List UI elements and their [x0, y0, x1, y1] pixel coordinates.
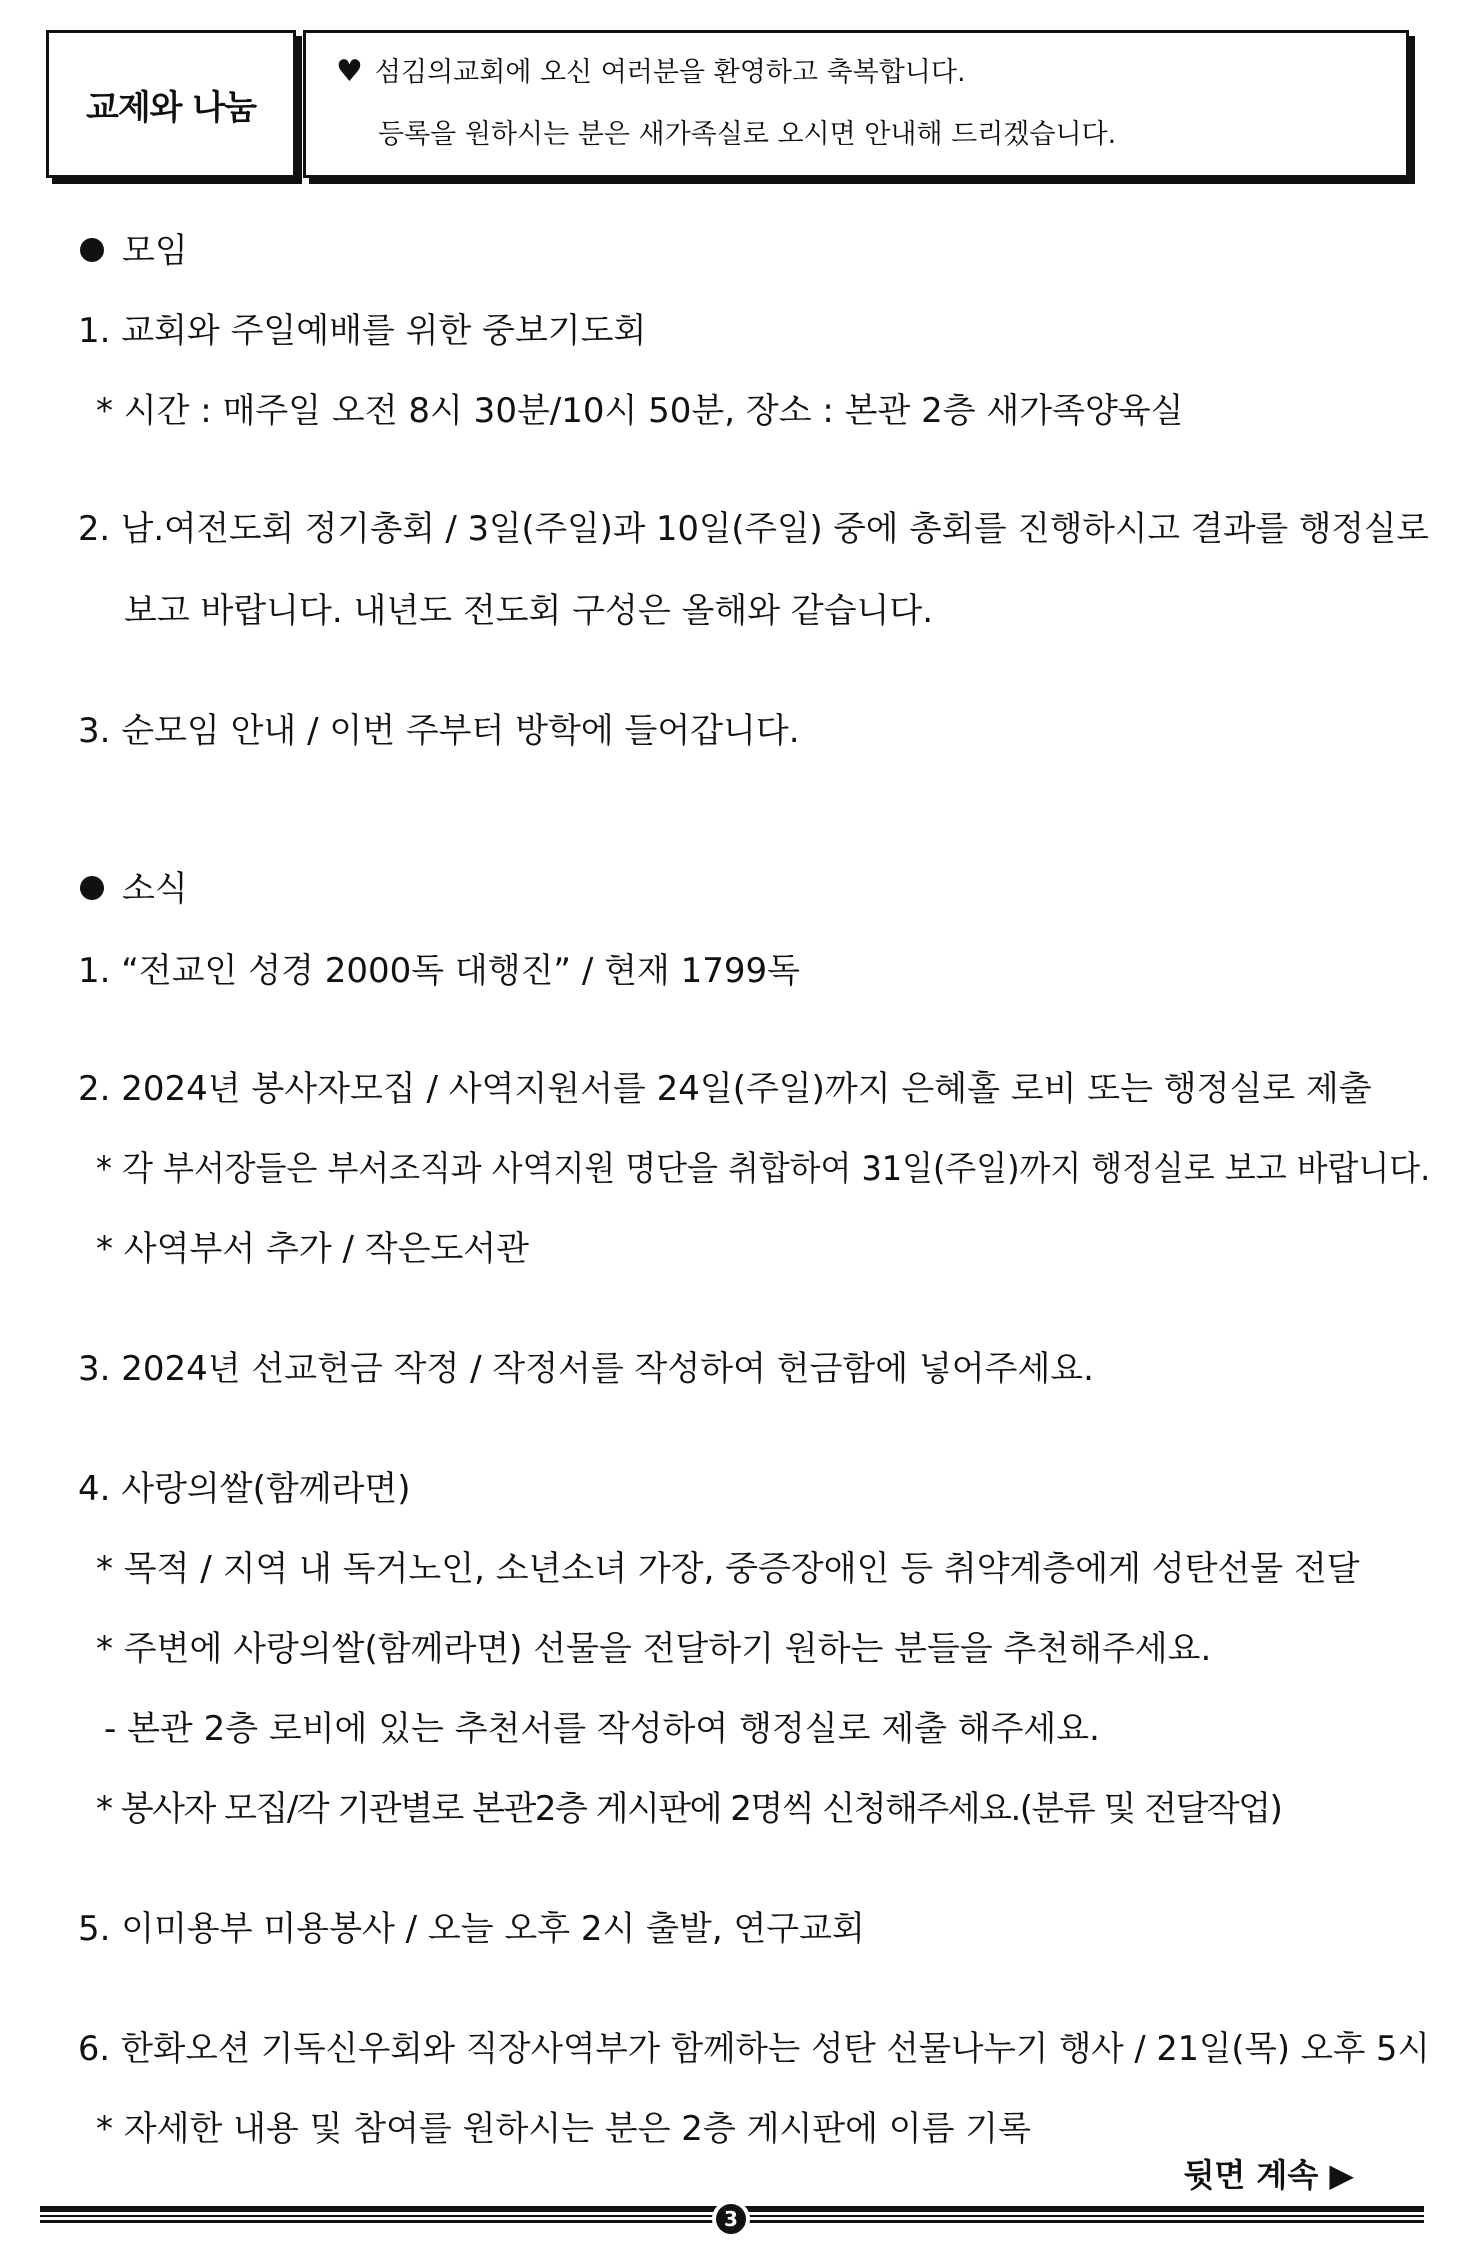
meeting-item-1-detail: * 시간 : 매주일 오전 8시 30분/10시 50분, 장소 : 본관 2층 새가족양육실: [96, 391, 1184, 431]
news-item-4-detail-3: - 본관 2층 로비에 있는 추천서를 작성하여 행정실로 제출 해주세요.: [104, 1709, 1100, 1749]
meeting-item-3: 3. 순모임 안내 / 이번 주부터 방학에 들어갑니다.: [78, 711, 800, 751]
page-number: 3: [712, 2200, 750, 2238]
welcome-notice-box: [303, 30, 1409, 178]
page-title: 교제와 나눔: [85, 87, 257, 128]
meeting-item-1: 1. 교회와 주일예배를 위한 중보기도회: [78, 311, 647, 351]
news-item-4-detail-2: * 주변에 사랑의쌀(함께라면) 선물을 전달하기 원하는 분들을 추천해주세요.: [96, 1629, 1212, 1669]
news-item-1: 1. “전교인 성경 2000독 대행진” / 현재 1799독: [78, 951, 800, 991]
news-item-4-detail-1: * 목적 / 지역 내 독거노인, 소년소녀 가장, 중증장애인 등 취약계층에게 성탄선물 전달: [96, 1549, 1360, 1589]
bullet-icon: [80, 238, 104, 262]
welcome-notice-line-1: ♥ 섬김의교회에 오신 여러분을 환영하고 축복합니다.: [336, 54, 966, 89]
bullet-icon: [80, 876, 104, 900]
news-item-4-detail-4: * 봉사자 모집/각 기관별로 본관2층 게시판에 2명씩 신청해주세요.(분류 및 전달작업): [96, 1789, 1282, 1829]
heart-icon: ♥: [336, 54, 363, 89]
news-item-2-detail-1: * 각 부서장들은 부서조직과 사역지원 명단을 취합하여 31일(주일)까지 행정실로 보고 바랍니다.: [96, 1149, 1431, 1189]
news-item-2-detail-2: * 사역부서 추가 / 작은도서관: [96, 1229, 529, 1269]
news-item-6: 6. 한화오션 기독신우회와 직장사역부가 함께하는 성탄 선물나누기 행사 / 21일(목) 오후 5시: [78, 2029, 1430, 2069]
section-heading-news: 소식: [80, 868, 188, 910]
continue-on-back-label: 뒷면 계속 ▶: [1183, 2156, 1354, 2194]
meeting-item-2-continued: 보고 바랍니다. 내년도 전도회 구성은 올해와 같습니다.: [124, 591, 934, 631]
section-title-box: [46, 30, 296, 178]
news-item-3: 3. 2024년 선교헌금 작정 / 작정서를 작성하여 헌금함에 넣어주세요.: [78, 1349, 1094, 1389]
section-heading-meetings: 모임: [80, 230, 188, 272]
news-item-4: 4. 사랑의쌀(함께라면): [78, 1469, 411, 1509]
news-item-2: 2. 2024년 봉사자모집 / 사역지원서를 24일(주일)까지 은혜홀 로비 또는 행정실로 제출: [78, 1069, 1372, 1109]
news-item-6-detail: * 자세한 내용 및 참여를 원하시는 분은 2층 게시판에 이름 기록: [96, 2109, 1031, 2149]
meeting-item-2: 2. 남.여전도회 정기총회 / 3일(주일)과 10일(주일) 중에 총회를 진행하시고 결과를 행정실로: [78, 509, 1429, 549]
news-item-5: 5. 이미용부 미용봉사 / 오늘 오후 2시 출발, 연구교회: [78, 1909, 865, 1949]
welcome-notice-line-2: 등록을 원하시는 분은 새가족실로 오시면 안내해 드리겠습니다.: [378, 119, 1117, 150]
